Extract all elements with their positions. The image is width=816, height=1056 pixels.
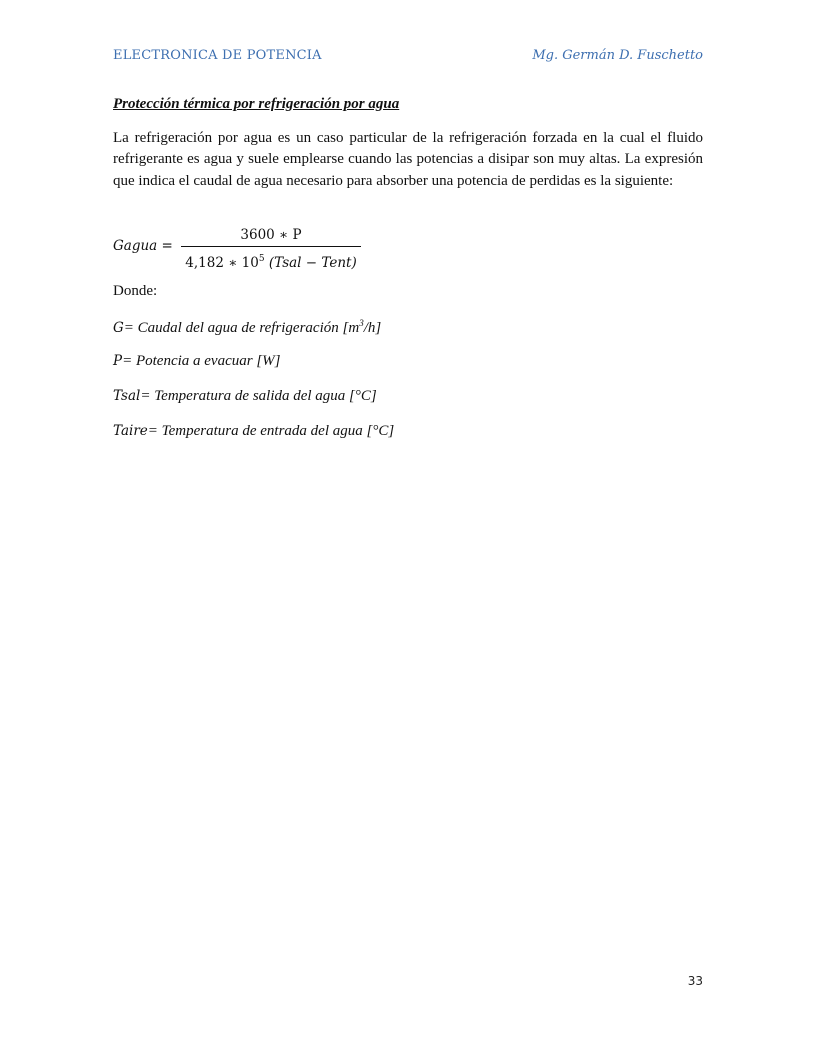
denominator-coefficient: 4,182 ∗ 10 <box>185 255 259 271</box>
equation-numerator: 3600 ∗ P <box>240 227 302 243</box>
equation-lhs-symbol: Gagua <box>113 238 158 254</box>
definition-symbol: P <box>113 353 123 369</box>
section-title: Protección térmica por refrigeración por agua <box>113 96 400 112</box>
definition-symbol: Taire <box>113 423 148 439</box>
page-header <box>113 48 703 68</box>
definition-tail: /h] <box>363 320 382 336</box>
definition-superscript: 3 <box>359 318 364 328</box>
body-paragraph: La refrigeración por agua es un caso particular de la refrigeración forzada en la cual el fluido refrigerante es agua y suele emplearse cuando las potencias a disipar son muy altas. La expresión que indica el caudal de agua necesario para absorber una potencia de perdidas es la siguiente: <box>113 130 703 189</box>
equation-equals: = <box>161 238 173 254</box>
definition-symbol: G <box>113 320 124 336</box>
donde-label: Donde: <box>113 283 158 299</box>
definition-text: = Caudal del agua de refrigeración [m <box>123 320 360 336</box>
fraction-bar <box>181 246 361 247</box>
definition-symbol: Tsal <box>113 388 141 404</box>
header-author: Mg. Germán D. Fuschetto <box>532 48 703 63</box>
equation-lhs <box>113 238 173 254</box>
definition-p <box>113 353 281 370</box>
definition-tsal <box>113 388 377 405</box>
definition-g <box>113 318 381 337</box>
definition-taire <box>113 423 394 440</box>
denominator-parenthesis: (Tsal − Tent) <box>268 255 357 271</box>
denominator-exponent: 5 <box>258 254 265 264</box>
equation-denominator <box>181 249 361 269</box>
equation-fraction <box>181 225 361 269</box>
definition-text: = Temperatura de entrada del agua [°C] <box>147 423 395 439</box>
definition-text: = Potencia a evacuar [W] <box>122 353 281 369</box>
definition-text: = Temperatura de salida del agua [°C] <box>140 388 377 404</box>
page-number: 33 <box>687 974 703 988</box>
header-course-title: ELECTRONICA DE POTENCIA <box>113 48 322 63</box>
